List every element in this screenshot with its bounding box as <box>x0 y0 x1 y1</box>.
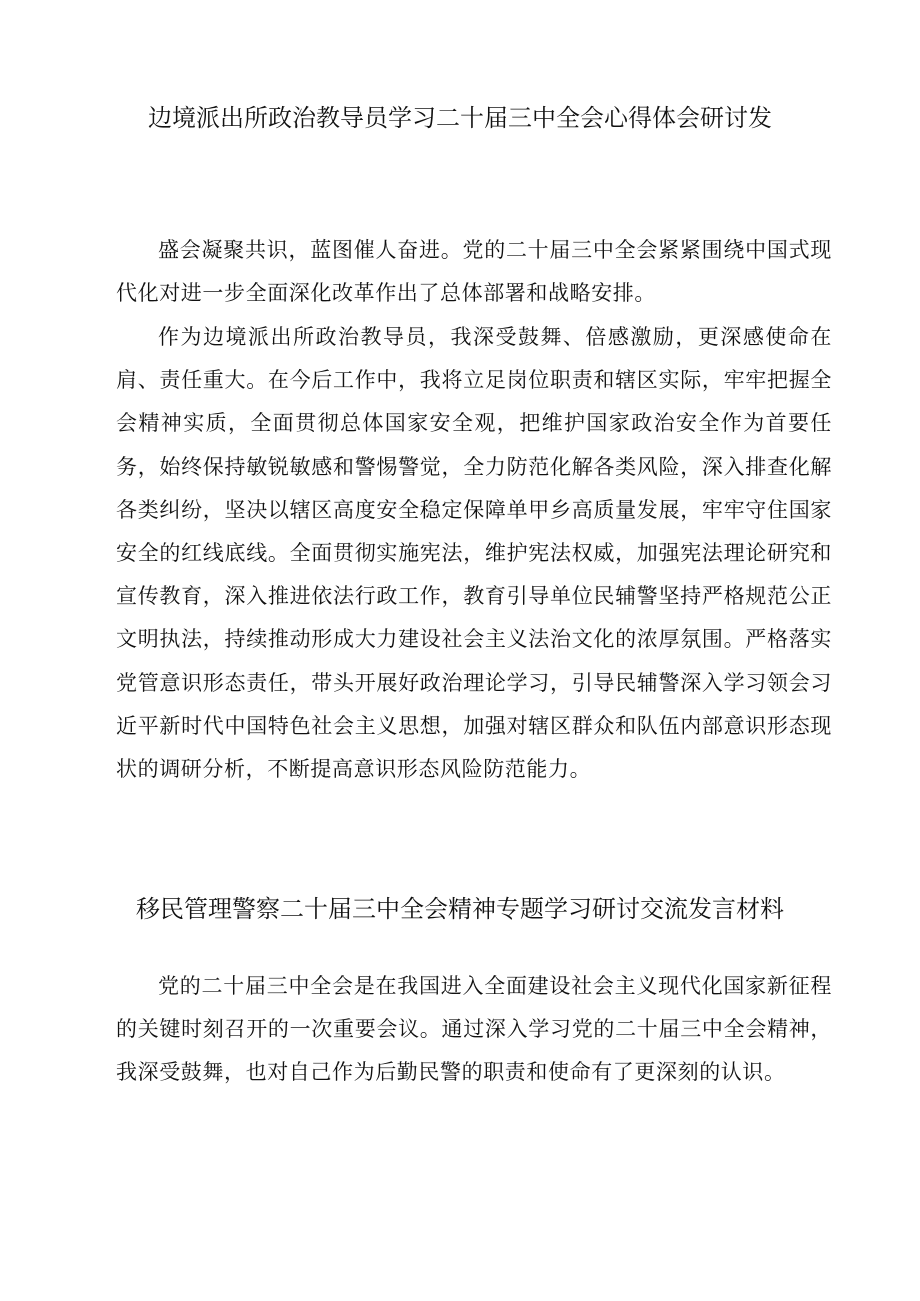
section-1-paragraph-1: 盛会凝聚共识，蓝图催人奋进。党的二十届三中全会紧紧围绕中国式现代化对进一步全面深化改革作出了总体部署和战略安排。 <box>116 238 832 306</box>
section-2-title: 移民管理警察二十届三中全会精神专题学习研讨交流发言材料 <box>136 895 784 923</box>
section-1-title: 边境派出所政治教导员学习二十届三中全会心得体会研讨发 <box>148 104 772 132</box>
section-1-paragraph-2: 作为边境派出所政治教导员，我深受鼓舞、倍感激励，更深感使命在肩、责任重大。在今后工作中，我将立足岗位职责和辖区实际，牢牢把握全会精神实质，全面贯彻总体国家安全观，把维护国家政治安全作为首要任务，始终保持敏锐敏感和警惕警觉，全力防范化解各类风险，深入排查化解各类纠纷，坚决以辖区高度安全稳定保障单甲乡高质量发展，牢牢守住国家安全的红线底线。全面贯彻实施宪法，维护宪法权威，加强宪法理论研究和宣传教育，深入推进依法行政工作，教育引导单位民辅警坚持严格规范公正文明执法，持续推动形成大力建设社会主义法治文化的浓厚氛围。严格落实党管意识形态责任，带头开展好政治理论学习，引导民辅警深入学习领会习近平新时代中国特色社会主义思想，加强对辖区群众和队伍内部意识形态现状的调研分析，不断提高意识形态风险防范能力。 <box>116 325 832 782</box>
section-2-paragraph-1: 党的二十届三中全会是在我国进入全面建设社会主义现代化国家新征程的关键时刻召开的一次重要会议。通过深入学习党的二十届三中全会精神，我深受鼓舞，也对自己作为后勤民警的职责和使命有了更深刻的认识。 <box>116 974 832 1085</box>
